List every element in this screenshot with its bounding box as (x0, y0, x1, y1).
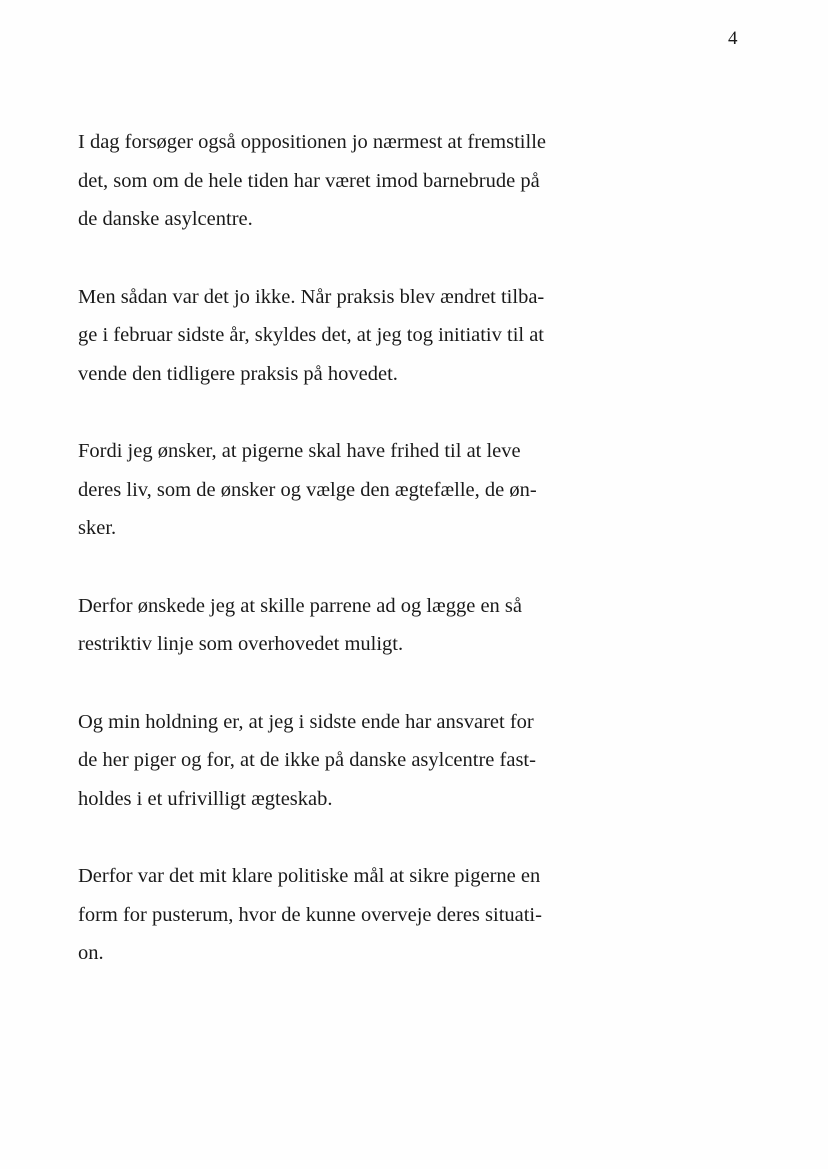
text-line: holdes i et ufrivilligt ægteskab. (78, 787, 333, 810)
text-line: de her piger og for, at de ikke på danske asylcentre fast- (78, 749, 536, 771)
paragraph-1 (78, 123, 608, 239)
text-line: ge i februar sidste år, skyldes det, at jeg tog initiativ til at (78, 324, 545, 346)
paragraph-6 (78, 857, 608, 973)
page-number: 4 (728, 28, 738, 49)
text-line: Men sådan var det jo ikke. Når praksis blev ændret tilba- (78, 285, 545, 308)
paragraph-3 (78, 432, 608, 548)
text-line: det, som om de hele tiden har været imod barnebrude på (78, 169, 540, 192)
paragraph-4 (78, 587, 608, 664)
paragraph-5 (78, 703, 608, 819)
text-line: Fordi jeg ønsker, at pigerne skal have frihed til at leve (78, 440, 521, 462)
text-line: form for pusterum, hvor de kunne overveje deres situati- (78, 903, 542, 926)
text-line: sker. (78, 517, 117, 539)
text-line: Og min holdning er, at jeg i sidste ende har ansvaret for (78, 710, 534, 733)
text-line: I dag forsøger også oppositionen jo nærmest at fremstille (78, 131, 546, 153)
text-line: Derfor ønskede jeg at skille parrene ad og lægge en så (78, 594, 523, 617)
text-line: de danske asylcentre. (78, 208, 253, 230)
text-line: vende den tidligere praksis på hovedet. (78, 362, 398, 385)
paragraph-2 (78, 278, 608, 394)
text-line: deres liv, som de ønsker og vælge den ægtefælle, de øn- (78, 478, 537, 501)
text-line: Derfor var det mit klare politiske mål at sikre pigerne en (78, 865, 541, 887)
text-line: on. (78, 942, 104, 964)
text-line: restriktiv linje som overhovedet muligt. (78, 633, 404, 655)
body-text (78, 123, 608, 1012)
